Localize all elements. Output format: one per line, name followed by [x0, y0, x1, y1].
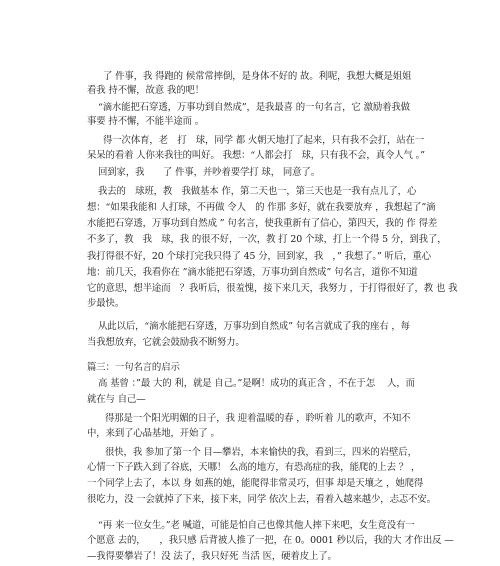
text-line: “滴水能把石穿透，万事功到自然成”，是我最喜 的一句名言，它 激励着我做 [98, 102, 410, 113]
text-line: 不多了，教 我 球，我 的很不好，一次，教 打 20 个球，打上一个得 5 分，到我了， [87, 234, 447, 245]
text-line: 回到家，我 了 件事，并吵着要学打 球， 同意了。 [98, 167, 320, 178]
text-line: 事要 持不懈，不能半途而 。 [87, 116, 205, 127]
text-line: 从此以后，“滴水能把石穿透，万事功到自然成” 句名言就成了我的座右 ，每 [98, 321, 410, 332]
text-line: “再 来一位女生。”老 喊道，可能是怕自己也像其他人摔下来吧，女生竟没有一 [98, 520, 415, 531]
text-line: 它的意思，想半途而 ？我听后，很羞愧，接下来几天，我努力 ，于打得很好了，教 也 我 [87, 283, 458, 294]
text-line: 了 件事，我 得跑的 候常常摔倒，是身体不好的 故。利呢，我想大概是姐姐 [103, 71, 412, 82]
text-line: —我得要攀岩了！没 法了，我只好死 当活 医，硬着皮上了。 [87, 551, 337, 562]
text-line: 呆呆的看着 人你来我往的叫好。 我想：“人都会打 球，只有我不会，真令人气 。” [87, 150, 425, 161]
text-line: 地：前几天，我看你在 ”滴水能把石穿透，万事功到自然成” 句名言，道你不知道 [87, 267, 418, 278]
text-line: 看我 持不懈，故意 我的吧！ [87, 85, 205, 96]
section-heading: 篇三：一句名言的启示 [87, 362, 180, 373]
text-line: 得那是一个阳光明媚的日子，我 迎着温暖的春 ，聆听着 儿的歌声，不知不 [105, 413, 411, 424]
text-line: 步最快。 [87, 298, 125, 309]
text-line: 想：“如果我能和 人打球，不再做 令人 的 作那 多好，就在我要放弃 ，我想起了”滴 [87, 202, 436, 213]
text-line: 心情一下子跌入到了谷底，天哪！ 么高的地方，有恐高症的我，能爬的上去 ？ ， [87, 462, 421, 473]
text-line: 水能把石穿透，万事功到自然成 ” 句名言，使我重新有了信心，第四天，我的 作 得差 [87, 218, 438, 229]
text-line: 我打得很不好，20 个球打完我只得了 45 分，回到家，我 ，” 我想了。” 听后，重心 [87, 251, 431, 262]
text-line: 中，来到了心晶基地，开始了 。 [87, 428, 220, 439]
text-line: 就在与 自己— [87, 394, 146, 405]
text-line: 当我想放弃，它就会鼓励我不断努力。 [87, 337, 245, 348]
text-line: 高 基曾 ：”最 大的 利，就是 自己。”是啊！成功的真正含 ，不在于怎 人，而 [98, 378, 415, 389]
text-line: 很吃力，没 一会就掉了下来，接下来，同学 依次上去，看着入越来越少，忐忑不安。 [87, 494, 436, 505]
text-line: 一个同学上去了，本以 身 如燕的她，能爬得非常灵巧，但事 却是天壤之 ，她爬得 [87, 478, 424, 489]
text-line: 个愿意 去的， ，我只感 后背被人推了一把，在 0。0001 秒以后，我的大 才作出反 — [87, 535, 454, 546]
text-line: 我去的 球班，教 我做基本 作，第二天也一，第三天也是一我有点儿了，心 [98, 186, 417, 197]
text-line: 得一次体育，老 打 球，同学 都 火朝天地打了起来，只有我不会打，站在一 [103, 135, 425, 146]
text-line: 很快，我 参加了第一个 目—攀岩，本来愉快的我，看到三，四米的岩壁后， [105, 447, 417, 458]
